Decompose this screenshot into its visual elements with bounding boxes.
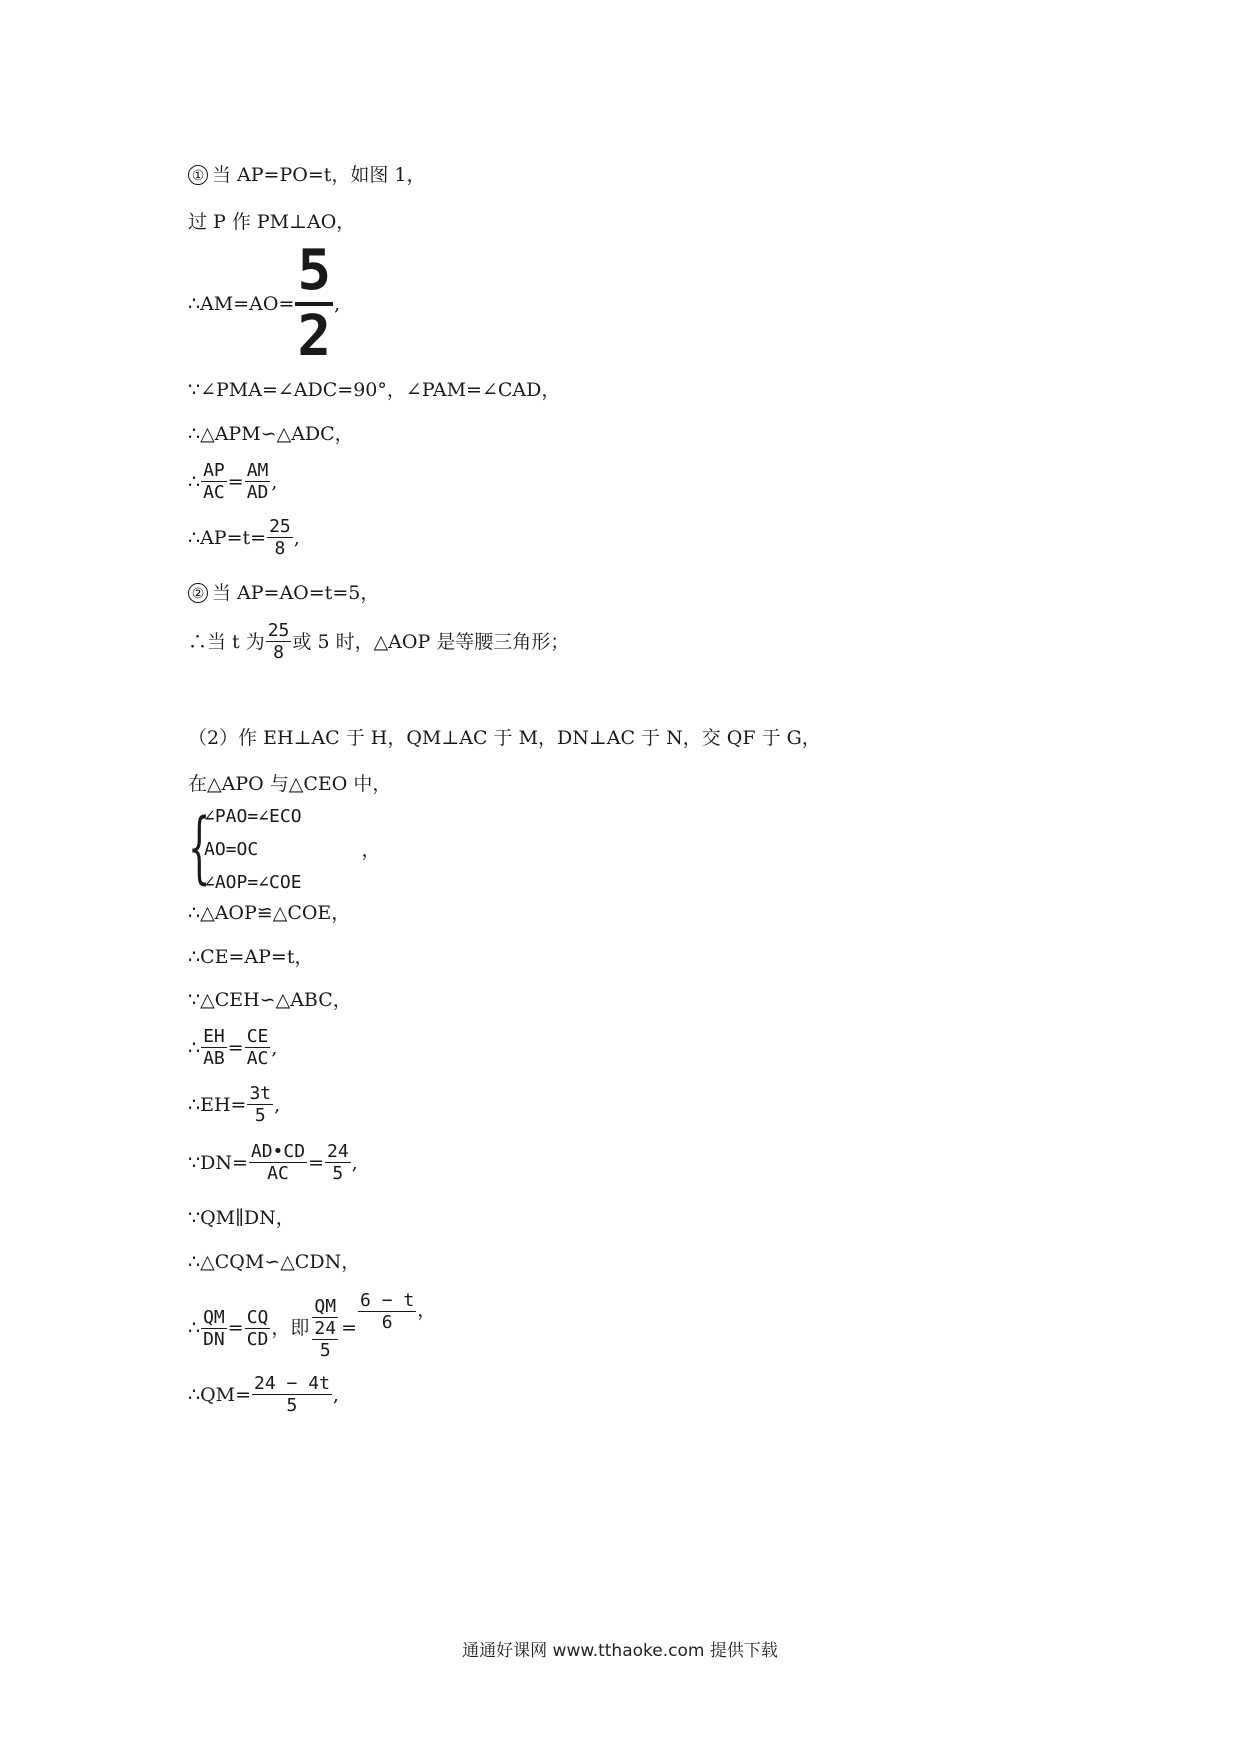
numerator: 24: [314, 1317, 337, 1339]
numerator: QM: [203, 1306, 225, 1328]
system-line: AO=OC: [204, 839, 259, 860]
denominator: AC: [246, 1048, 269, 1069]
denominator: 5: [332, 1163, 344, 1184]
qm-ratio-line: [188, 1288, 436, 1368]
case2-text: 当 AP=AO=t=5，: [212, 582, 380, 604]
line-text: 在△APO 与△CEO 中，: [188, 773, 392, 795]
part2-heading-line: [188, 726, 821, 750]
system-lines: [204, 800, 302, 899]
denominator: AC: [203, 482, 225, 503]
ratio-line: [188, 460, 277, 503]
line-text: ∴△CQM∽△CDN，: [188, 1251, 361, 1273]
denominator: 5: [286, 1395, 298, 1416]
line-text: ∵△CEH∽△ABC，: [188, 989, 352, 1011]
conclusion-line: [188, 620, 569, 663]
numerator: CQ: [246, 1306, 269, 1328]
qm-value-line: [188, 1373, 339, 1416]
fraction: [249, 1141, 307, 1184]
case1-text: 当 AP=PO=t，如图 1，: [212, 164, 426, 186]
line-text: ∴△AOP≌△COE，: [188, 902, 351, 924]
punctuation: ，: [361, 838, 381, 861]
fraction: [267, 516, 293, 559]
equals-sign: =: [227, 470, 244, 493]
denominator: CD: [246, 1328, 269, 1350]
left-brace: {: [188, 803, 211, 893]
fraction-five-halves: [295, 240, 333, 368]
solution-line: [188, 378, 560, 402]
case-marker-2: ②: [188, 583, 208, 603]
denominator: AB: [203, 1048, 225, 1069]
congruence-system: [188, 800, 381, 899]
case1-line: [188, 163, 426, 187]
line-text: ∴当 t 为: [188, 630, 265, 653]
equals-sign: =: [308, 1151, 324, 1174]
line-text: ∴AP=t=: [188, 526, 267, 549]
numerator: CE: [246, 1026, 269, 1047]
numerator: 5: [295, 240, 333, 306]
denominator: 8: [273, 642, 284, 663]
numerator: 3t: [249, 1083, 272, 1104]
system-line: ∠AOP=∠COE: [204, 872, 302, 893]
solution-line: [188, 422, 354, 446]
fraction: [201, 1307, 227, 1350]
fraction: [247, 1083, 273, 1126]
line-text: ∵∠PMA=∠ADC=90°，∠PAM=∠CAD，: [188, 379, 561, 401]
solution-line: [188, 1250, 360, 1274]
line-text: ∴△APM∽△ADC，: [188, 423, 354, 445]
denominator: 5: [319, 1339, 331, 1361]
solution-line: [188, 772, 391, 796]
nested-fraction: [310, 1318, 340, 1361]
numerator: QM: [314, 1295, 337, 1317]
line-text: ∴: [188, 1036, 201, 1059]
numerator: AM: [246, 460, 269, 481]
dn-value-line: [188, 1141, 358, 1184]
numerator: AD•CD: [250, 1141, 306, 1162]
equals-sign: =: [227, 1317, 244, 1339]
line-text: ∴CE=AP=t，: [188, 946, 314, 968]
line-text: ∴AM=AO=: [188, 293, 295, 315]
line-text: ∵DN=: [188, 1151, 248, 1174]
fraction: [266, 620, 292, 663]
fraction: [245, 1307, 271, 1350]
numerator: 6 − t: [360, 1290, 415, 1311]
line-text: ∴: [188, 1317, 201, 1339]
numerator: 24 − 4t: [254, 1373, 330, 1394]
solution-line: [188, 210, 355, 234]
compound-fraction: [310, 1296, 340, 1361]
punctuation: ,: [351, 1151, 358, 1174]
am-ao-line: [188, 238, 341, 369]
solution-line: [188, 1206, 295, 1230]
numerator: 24: [326, 1141, 349, 1162]
numerator: AP: [203, 460, 225, 481]
case2-line: [188, 581, 379, 605]
numerator: 25: [267, 620, 290, 641]
numerator: EH: [203, 1026, 225, 1047]
line-text: ∴EH=: [188, 1093, 247, 1116]
system-line: ∠PAO=∠ECO: [204, 806, 302, 827]
denominator: AC: [267, 1163, 289, 1184]
denominator: 2: [297, 304, 332, 369]
ap-value-line: [188, 516, 300, 559]
page-footer: 通通好课网 www.tthaoke.com 提供下载: [462, 1641, 778, 1661]
fraction: [245, 460, 271, 503]
line-text: 或 5 时，△AOP 是等腰三角形；: [292, 630, 570, 653]
line-text: ，即: [271, 1317, 310, 1339]
line-text: 过 P 作 PM⊥AO，: [188, 211, 356, 233]
equals-sign: =: [341, 1317, 358, 1339]
line-text: （2）作 EH⊥AC 于 H，QM⊥AC 于 M，DN⊥AC 于 N，交 QF 于 G，: [188, 727, 821, 749]
case-marker-1: ①: [188, 165, 208, 185]
line-text: ∵QM∥DN，: [188, 1207, 295, 1229]
denominator: AD: [246, 482, 269, 503]
denominator: 8: [274, 538, 286, 559]
denominator: 6: [381, 1312, 393, 1333]
fraction: [325, 1141, 351, 1184]
eh-value-line: [188, 1083, 280, 1126]
punctuation: ,: [334, 293, 341, 315]
equals-sign: =: [227, 1036, 244, 1059]
line-text: ∴: [188, 470, 201, 493]
punctuation: ,: [271, 1036, 278, 1059]
denominator: 5: [254, 1105, 266, 1126]
line-text: ∴QM=: [188, 1383, 252, 1406]
punctuation: ，: [417, 1299, 437, 1321]
solution-line: [188, 945, 313, 969]
denominator: DN: [203, 1328, 225, 1350]
solution-line: [188, 988, 352, 1012]
solution-line: [188, 901, 350, 925]
punctuation: ,: [332, 1383, 339, 1406]
numerator: 25: [269, 516, 291, 537]
fraction: [201, 460, 227, 503]
fraction: [252, 1373, 332, 1416]
punctuation: ,: [293, 526, 300, 549]
ratio-line: [188, 1026, 277, 1069]
fraction: [245, 1026, 271, 1069]
fraction: [358, 1290, 416, 1333]
fraction: [201, 1026, 227, 1069]
punctuation: ,: [274, 1093, 281, 1116]
punctuation: ,: [271, 470, 278, 493]
